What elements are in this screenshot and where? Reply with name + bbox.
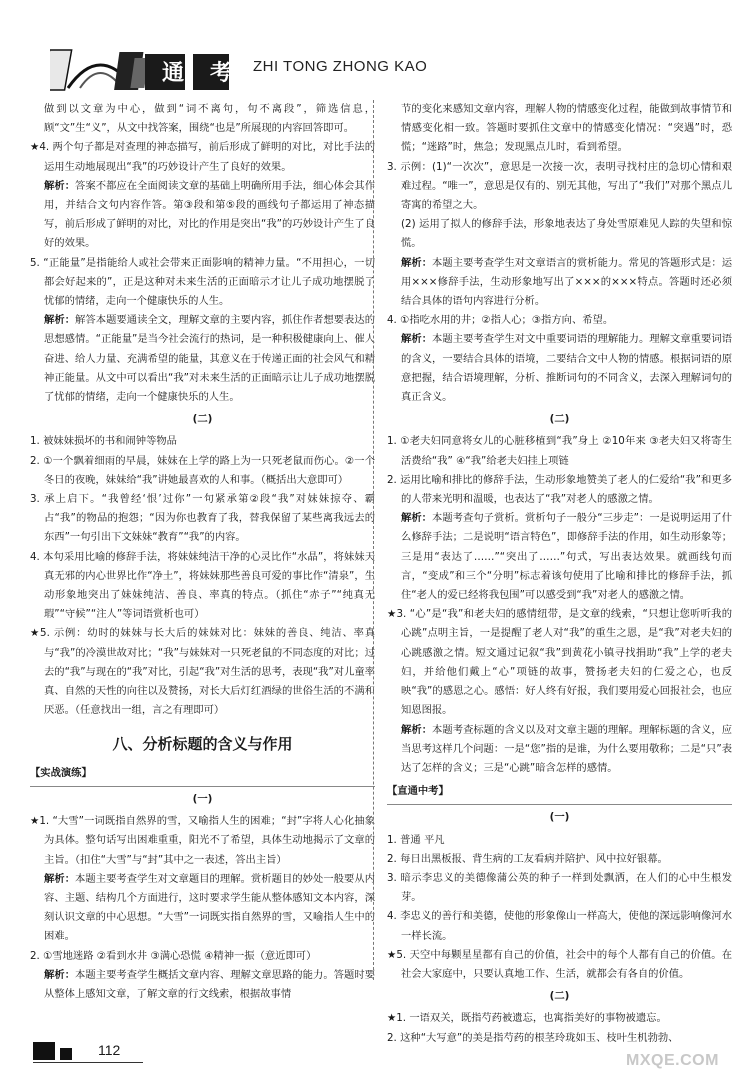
analysis-label: 解析： (44, 314, 76, 327)
paragraph-text: 答案不都应在全面阅读文章的基础上明确所用手法，细心体会其作用，并结合文句内容作答。第③段和第⑤段的画线句子都运用了神态描写，前后形成了鲜明的对比，对比的作用是突出“我”的巧妙设计产生了良好的效果。 (44, 179, 376, 250)
answer-paragraph (387, 831, 732, 850)
column-divider (373, 100, 374, 980)
answer-paragraph (387, 471, 732, 509)
answer-paragraph (30, 432, 375, 451)
subsection-heading (387, 808, 732, 827)
paragraph-text: ★3. “心”是“我”和老夫妇的感情纽带，是文章的线索，“只想让您听听我的心跳”点明主旨，一是提醒了老人对“我”的重生之恩，是“我”对老夫妇的心跳感激之情。短文通过记叙“我”到黄花小镇寻找捐助“我”上学的老夫妇，并给他们戴上“心”项链的故事，赞扬老夫妇的仁爱之心，也反映“我”的感恩之心。感悟：好人终有好报，我们要用爱心回报社会，也应知恩图报。 (387, 608, 732, 717)
answer-paragraph (30, 812, 375, 870)
brand-char-2: 考 (210, 61, 233, 86)
paragraph-text: 2. 运用比喻和排比的修辞手法，生动形象地赞美了老人的仁爱给“我”和更多的人带来光明和温暖，也表达了“我”对老人的感激之情。 (387, 473, 732, 506)
section-tag (387, 782, 732, 801)
paragraph-text: 本题考查句子赏析。赏析句子一般分“三步走”：一是说明运用了什么修辞手法；二是说明“语言特色”，即修辞手法的作用，如生动形象等；三是用“表达了……”“突出了……”句式，写出表达效果。就画线句而言，“变成”和三个“分明”标志着该句使用了比喻和排比的修辞手法，抓住“老人的爱已经将我包围”可以感受到“我”对老人的感激之情。 (401, 512, 732, 602)
paragraph-text: 本题主要考查学生对文中重要词语的理解能力。理解文章重要词语的含义，一要结合具体的语境，二要结合文中人物的情感。根据词语的原意把握，结合语境理解，分析、推断词句的不同含义，去深入理解词句的真正含义。 (401, 333, 733, 404)
paragraph-text: 本题主要考查学生对文章题目的理解。赏析题目的妙处一般要从内容、主题、结构几个方面进行，这时要求学生能从整体感知文本内容，深刻认识文章的中心思想。“大雪”一词既实指自然界的雪，又喻指人生中的困难。 (44, 872, 376, 943)
answer-paragraph (30, 177, 375, 254)
analysis-label: 解析： (401, 512, 432, 525)
subsection-heading (30, 790, 375, 809)
answer-paragraph (30, 490, 375, 548)
analysis-label: 解析： (401, 333, 433, 346)
paragraph-text: (二) (549, 990, 570, 1003)
paragraph-text: 4. ①指吃水用的井；②指人心；③指方向、希望。 (387, 314, 614, 327)
paragraph-text: 2. ①雪地迷路 ②看到水井 ③满心恐慌 ④精神一振（意近即可） (30, 949, 317, 962)
paragraph-text: 1. 被妹妹损坏的书和闹钟等物品 (30, 435, 177, 448)
paragraph-text: 做到以文章为中心，做到“词不离句，句不离段”，筛选信息，顾“文”生“义”，从文中找答案，围绕“也是”所展现的内容回答即可。 (44, 103, 375, 135)
paragraph-text: (二) (192, 413, 213, 426)
analysis-label: 解析： (401, 256, 433, 269)
left-column (30, 100, 375, 1004)
paragraph-text: 本题主要考查学生对文章语言的赏析能力。常见的答题形式是：运用×××修辞手法，生动形象地写出了×××的×××特点。答题时还必须结合具体的语句内容进行分析。 (401, 256, 733, 308)
answer-paragraph (387, 605, 732, 720)
right-column (387, 100, 732, 1048)
answer-paragraph (30, 138, 375, 176)
paragraph-text: 2. 每日出黑板报、背生病的工友看病并陪护、风中拉好银幕。 (387, 852, 668, 865)
paragraph-text: ★1. 一语双关，既指芍药被遗忘，也寓指美好的事物被遗忘。 (387, 1012, 667, 1025)
answer-paragraph (387, 850, 732, 869)
subsection-heading (387, 987, 732, 1006)
answer-paragraph (387, 869, 732, 907)
answer-paragraph (387, 311, 732, 330)
footer-block-icon (33, 1042, 55, 1060)
section-title (30, 735, 375, 754)
answer-paragraph (387, 158, 732, 216)
paragraph-text: (2) 运用了拟人的修辞手法，形象地表达了身处雪原难见人踪的失望和惊慌。 (401, 218, 732, 250)
paragraph-text: (一) (549, 811, 570, 824)
answer-paragraph (30, 254, 375, 312)
answer-paragraph (30, 452, 375, 490)
subsection-heading (30, 410, 375, 429)
paragraph-text: 1. 普通 平凡 (387, 833, 445, 846)
answer-paragraph (30, 870, 375, 947)
page-header (0, 0, 750, 110)
section-rule (30, 786, 375, 787)
brand-english: ZHI TONG ZHONG KAO (253, 58, 428, 75)
paragraph-text: 本题考查标题的含义以及对文章主题的理解。理解标题的含义，应当思考这样几个问题：一是“您”指的是谁，为什么要用敬称；二是“只”表达了怎样的含义；三是“心跳”暗含怎样的感情。 (401, 723, 733, 774)
paragraph-text: 【实战演练】 (30, 766, 92, 779)
paragraph-text: 4. 李忠义的善行和美德，使他的形象像山一样高大，使他的深远影响像河水一样长流。 (387, 910, 732, 942)
paragraph-text: 【直通中考】 (387, 785, 449, 798)
book-logo-icon (50, 48, 260, 98)
paragraph-text: (二) (549, 413, 570, 426)
answer-paragraph (30, 548, 375, 625)
paragraph-text: 本题主要考查学生概括文章内容、理解文章思路的能力。答题时要从整体上感知文章，了解文章的行文线索，根据故事情 (44, 968, 376, 1000)
watermark: MXQE.COM (626, 1052, 719, 1069)
answer-paragraph (30, 100, 375, 138)
paragraph-text: ★1. “大雪”一词既指自然界的雪，又喻指人生的困难；“封”字将人心化抽象为具体。整句话写出困难重重，阳光不了希望，具体生动地揭示了文章的主旨。（扣住“大雪”与“封”其中之一表述，答出主旨） (30, 815, 375, 866)
paragraph-text: 3. 示例：(1)“一次次”，意思是一次接一次，表明寻找村庄的急切心情和艰难过程。“唯一”，意思是仅有的、别无其他，写出了“我们”对那个黑点儿寄寓的希望之大。 (387, 160, 732, 212)
paragraph-text: 1. ①老夫妇同意将女儿的心脏移植到“我”身上 ②10年来 ③老夫妇又将寄生活费给“我” ④“我”给老夫妇挂上项链 (387, 435, 732, 467)
paragraph-text: ★4. 两个句子都是对查理的神态描写，前后形成了鲜明的对比，对比手法的运用生动地展现出“我”的巧妙设计产生了良好的效果。 (30, 141, 375, 173)
answer-paragraph (30, 947, 375, 966)
answer-paragraph (387, 1029, 732, 1048)
analysis-label: 解析： (44, 872, 76, 885)
answer-paragraph (387, 254, 732, 312)
paragraph-text: 节的变化来感知文章内容，理解人物的情感变化过程，能做到故事情节和情感变化相一致。答题时要抓住文章中的情感变化情况：“突遇”时，恐慌；“迷路”时，焦急；发现黑点儿时，看到希望。 (401, 103, 732, 154)
paragraph-text: 5. “正能量”是指能给人或社会带来正面影响的精神力量。“不用担心，一切都会好起来的”，正是这种对未来生活的正面暗示才让儿子成功地摆脱了忧郁的情绪，走向一个健康快乐的人生。 (30, 256, 375, 308)
paragraph-text: ★5. 天空中每颗星星都有自己的价值，社会中的每个人都有自己的价值。在社会大家庭中，只要认真地工作、生活，就都会有各自的价值。 (387, 948, 732, 980)
answer-paragraph (387, 1009, 732, 1028)
paragraph-text: 解答本题要通读全文，理解文章的主要内容，抓住作者想要表达的思想感情。“正能量”是当今社会流行的热词，是一种积极健康向上、催人奋进、给人力量、充满希望的能量，其意义在于传递正面的社会风气和精神正能量。从文中可以看出“我”对未来生活的正面暗示让儿子成功地摆脱了忧郁的情绪，走向一个健康快乐的人生。 (44, 314, 376, 404)
answer-paragraph (30, 624, 375, 720)
subsection-heading (387, 410, 732, 429)
answer-paragraph (387, 509, 732, 605)
brand-char-1: 通 (162, 61, 185, 86)
answer-paragraph (387, 330, 732, 407)
footer-rule (33, 1062, 143, 1063)
section-rule (387, 804, 732, 805)
answer-paragraph (30, 966, 375, 1004)
answer-paragraph (387, 721, 732, 779)
paragraph-text: 4. 本句采用比喻的修辞手法，将妹妹纯洁干净的心灵比作“水晶”，将妹妹天真无邪的内心世界比作“净土”，将妹妹那些善良可爱的事比作“清泉”，生动形象地突出了妹妹纯洁、善良、率真的特点。（抓住“赤子”“纯真无瑕”“守候”“注人”等词语赏析也可） (30, 550, 375, 621)
analysis-label: 解析： (401, 723, 433, 736)
paragraph-text: 3. 承上启下。“我曾经‘恨’过你”一句紧承第②段“我”对妹妹掠夺、霸占“我”的物品的抱怨；“因为你也教育了我，替我保留了某些离我远去的东西”一句引出下文妹妹“教育”“我”的内容。 (30, 493, 375, 544)
paragraph-text: 3. 暗示李忠义的美德像蒲公英的种子一样到处飘洒，在人们的心中生根发芽。 (387, 871, 732, 904)
footer-small-block-icon (60, 1048, 72, 1060)
paragraph-text: 2. ①一个飘着细雨的早晨，妹妹在上学的路上为一只死老鼠而伤心。②一个冬日的夜晚，妹妹给“我”讲她最喜欢的人和事。（概括出大意即可） (30, 454, 375, 486)
answer-paragraph (387, 946, 732, 984)
paragraph-text: 八、分析标题的含义与作用 (112, 734, 293, 753)
paragraph-text: (一) (192, 792, 213, 805)
answer-paragraph (387, 907, 732, 945)
analysis-label: 解析： (44, 179, 76, 192)
section-tag (30, 764, 375, 783)
paragraph-text: ★5. 示例：幼时的妹妹与长大后的妹妹对比：妹妹的善良、纯洁、率真与“我”的冷漠世故对比；“我”与妹妹对一只死老鼠的不同态度的对比；过去的“我”与现在的“我”对比，引起“我”对生活的思考，表现“我”对儿童率真、自然的天性的向往以及赞扬，对长大后灯红酒绿的世俗生活的不满和厌恶。（任意找出一组，言之有理即可） (30, 627, 375, 717)
answer-paragraph (387, 215, 732, 253)
answer-paragraph (30, 311, 375, 407)
answer-paragraph (387, 432, 732, 470)
answer-paragraph (387, 100, 732, 158)
analysis-label: 解析： (44, 968, 76, 981)
page-number: 112 (98, 1042, 121, 1058)
paragraph-text: 2. 这种“大写意”的美是指芍药的根茎玲珑如玉、枝叶生机勃勃、 (387, 1031, 679, 1044)
